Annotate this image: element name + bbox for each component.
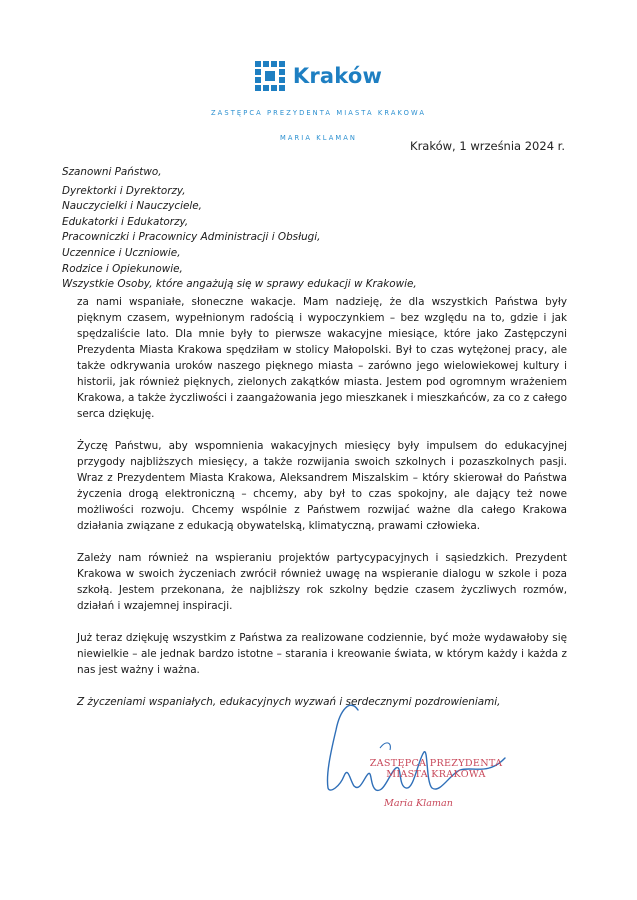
salutation-line: Dyrektorki i Dyrektorzy, xyxy=(62,184,186,197)
salutation-line: Rodzice i Opiekunowie, xyxy=(62,262,183,275)
logo-text: Kraków xyxy=(292,64,383,88)
signature-block xyxy=(300,690,530,830)
krakow-crest-icon xyxy=(255,61,285,91)
letter-body xyxy=(77,294,567,726)
stamp-name: Maria Klaman xyxy=(384,798,453,809)
salutation-line: Nauczycielki i Nauczyciele, xyxy=(62,200,202,213)
closing-line: Z życzeniami wspaniałych, edukacyjnych wyzwań i serdecznymi pozdrowieniami, xyxy=(77,696,501,708)
body-paragraph: Zależy nam również na wspieraniu projektów partycypacyjnych i sąsiedzkich. Prezydent Krakowa w swoich życzeniach zwrócił również uwagę na wspieranie dialogu w szkole i poza szkołą. Jestem przekonana, że najbliższy rok szkolny będzie czasem życzliwych rozmów, działań i wzajemnej inspiracji. xyxy=(77,552,567,612)
deputy-title: ZASTĘPCA PREZYDENTA MIASTA KRAKOWA xyxy=(211,109,426,117)
deputy-name: MARIA KLAMAN xyxy=(279,134,358,142)
official-stamp xyxy=(356,758,516,780)
handwritten-signature xyxy=(300,690,530,810)
salutation-line: Edukatorki i Edukatorzy, xyxy=(62,215,189,228)
letterhead xyxy=(0,58,637,144)
salutation-line: Wszystkie Osoby, które angażują się w sprawy edukacji w Krakowie, xyxy=(62,278,417,291)
body-paragraph: za nami wspaniałe, słoneczne wakacje. Mam nadzieję, że dla wszystkich Państwa były pięknym czasem, wypełnionym radością i wypoczynkiem – bez względu na to, gdzie i jak spędzaliście lato. Dla mnie były to pierwsze wakacyjne miesiące, które jako Zastępczyni Prezydenta Miasta Krakowa spędziłam w stolicy Małopolski. Był to czas wytężonej pracy, ale także odkrywania uroków naszego pięknego miasta – zarówno jego wielowiekowej kultury i historii, jak również pięknych, zielonych zakątków miasta. Jestem pod ogromnym wrażeniem Krakowa, a także życzliwości i zaangażowania jego mieszkanek i mieszkańców, za co z całego serca dziękuję. xyxy=(77,296,567,420)
body-paragraph: Już teraz dziękuję wszystkim z Państwa za realizowane codziennie, być może wydawałoby się niewielkie – ale jednak bardzo istotne – starania i kreowanie świata, w którym każdy i każda z nas jest ważny i ważna. xyxy=(77,632,567,676)
stamp-city: MIASTA KRAKOWA xyxy=(386,769,486,780)
salutation-line: Pracowniczki i Pracownicy Administracji i Obsługi, xyxy=(62,231,321,244)
salutation-line: Uczennice i Uczniowie, xyxy=(62,246,181,259)
stamp-title: ZASTĘPCA PREZYDENTA xyxy=(369,758,503,769)
letter-date: Kraków, 1 września 2024 r. xyxy=(410,139,565,153)
greeting: Szanowni Państwo, xyxy=(62,166,162,178)
salutation-block xyxy=(62,165,417,293)
body-paragraph: Życzę Państwu, aby wspomnienia wakacyjnych miesięcy były impulsem do edukacyjnej przygody najbliższych miesięcy, a także rozwijania swoich szkolnych i pozaszkolnych pasji. Wraz z Prezydentem Miasta Krakowa, Aleksandrem Miszalskim – który skierował do Państwa życzenia drogą elektroniczną – chcemy, aby był to czas spokojny, ale dający też nowe możliwości rozwoju. Chcemy wspólnie z Państwem rozwijać ważne dla całego Krakowa działania związane z edukacją obywatelską, klimatyczną, prawami człowieka. xyxy=(77,440,567,532)
krakow-logo xyxy=(0,58,637,94)
